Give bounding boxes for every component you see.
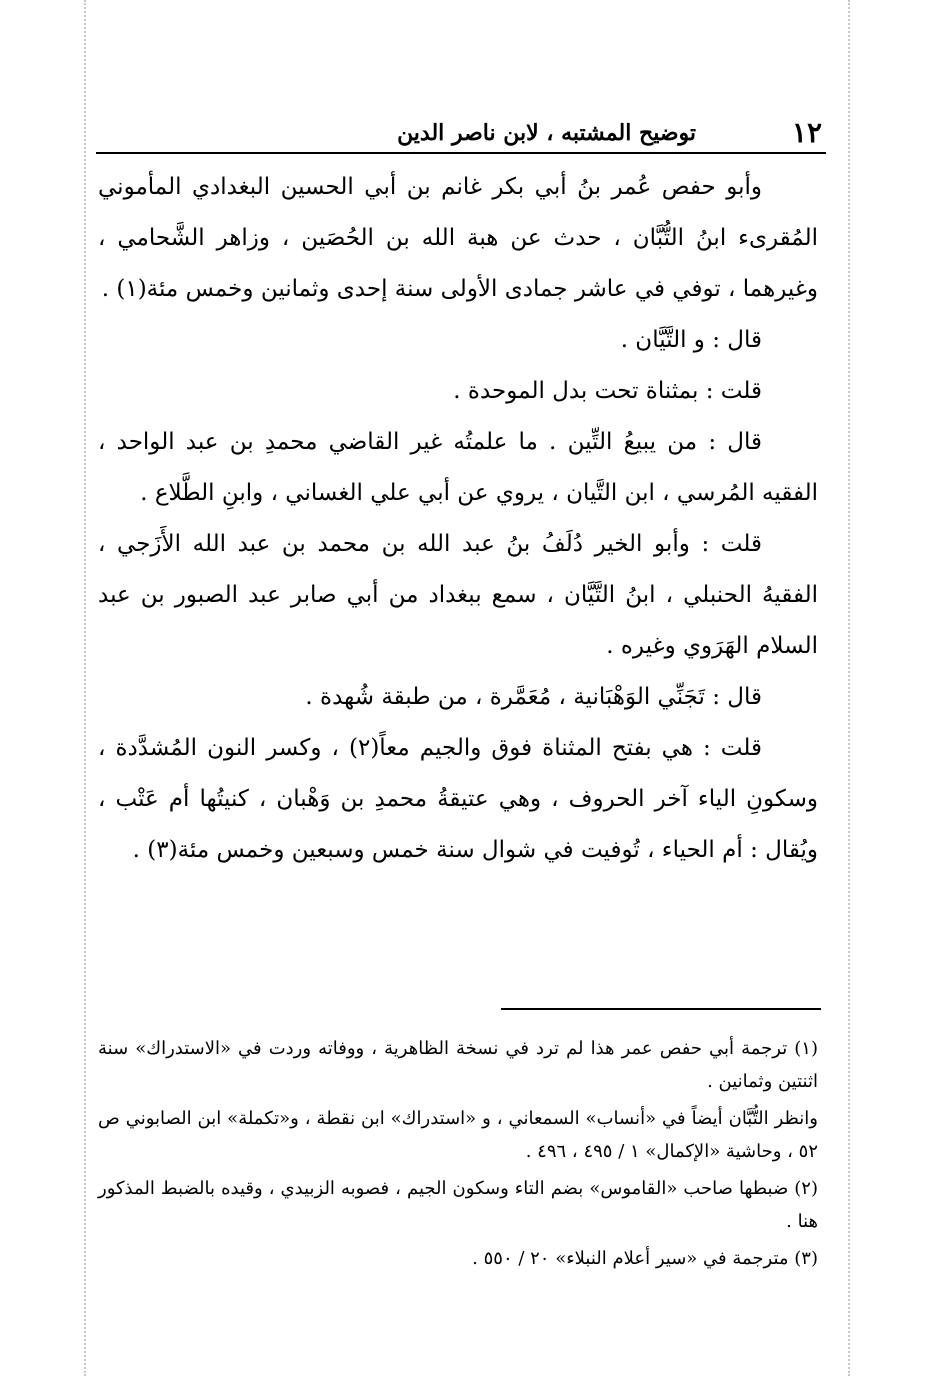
- page-number: ١٢: [791, 116, 822, 149]
- footnote-separator: [501, 1008, 821, 1010]
- paragraph: وأبو حفص عُمر بنُ أبي بكر غانم بن أبي الحسين البغدادي المأموني المُقرىء ابنُ التُّبَّان ، حدث عن هبة الله بن الحُصَين ، وزاهر الشَّحامي ، وغيرهما ، توفي في عاشر جمادى الأولى سنة إحدى وثمانين وخمس مئة(١) .: [98, 174, 818, 302]
- paragraph: قلت : بمثناة تحت بدل الموحدة .: [453, 378, 762, 404]
- margin-dotted-line: [84, 0, 86, 1376]
- footnote: (٢) ضبطها صاحب «القاموس» بضم التاء وسكون الجيم ، فصوبه الزبيدي ، وقيده بالضبط المذكور هنا .: [98, 1178, 818, 1232]
- page-header: [96, 112, 826, 154]
- footnote: (١) ترجمة أبي حفص عمر هذا لم ترد في نسخة الظاهرية ، ووفاته وردت في «الاستدراك» سنة اثنتين وثمانين .: [98, 1038, 818, 1092]
- footnote: (٣) مترجمة في «سير أعلام النبلاء» ٢٠ / ٥٥٠ .: [472, 1248, 818, 1269]
- paragraph: قال : من يبيعُ التِّين . ما علمتُه غير القاضي محمدِ بن عبد الواحد ، الفقيه المُرسي ، ابن التَّيان ، يروي عن أبي علي الغساني ، وابنِ الطَّلاع .: [98, 429, 818, 506]
- paragraph: قلت : وأبو الخير دُلَفُ بنُ عبد الله بن محمد بن عبد الله الأَزَجي ، الفقيهُ الحنبلي ، ابنُ التَّيَّان ، سمع ببغداد من أبي صابر عبد الصبور بن عبد السلام الهَرَوي وغيره .: [98, 531, 818, 659]
- main-text: [98, 162, 818, 876]
- paragraph: قال : و التَّيَّان .: [620, 327, 762, 353]
- footnotes: [98, 1032, 818, 1279]
- paragraph: قلت : هي بفتح المثناة فوق والجيم معاً(٢) ، وكسر النون المُشدَّدة ، وسكونِ الياء آخر الحروف ، وهي عتيقةُ محمدِ بن وَهْبان ، كنيتُها أم عَتْب ، ويُقال : أم الحياء ، تُوفيت في شوال سنة خمس وسبعين وخمس مئة(٣) .: [98, 735, 818, 863]
- footnote: وانظر التُّبَّان أيضاً في «أنساب» السمعاني ، و «استدراك» ابن نقطة ، و«تكملة» ابن الصابوني ص ٥٢ ، وحاشية «الإكمال» ١ / ٤٩٥ ، ٤٩٦ .: [98, 1108, 818, 1162]
- paragraph: قال : تَجَنِّي الوَهْبَانية ، مُعَمَّرة ، من طبقة شُهدة .: [305, 684, 762, 710]
- margin-dotted-line: [848, 0, 850, 1376]
- running-title: توضيح المشتبه ، لابن ناصر الدين: [397, 120, 696, 146]
